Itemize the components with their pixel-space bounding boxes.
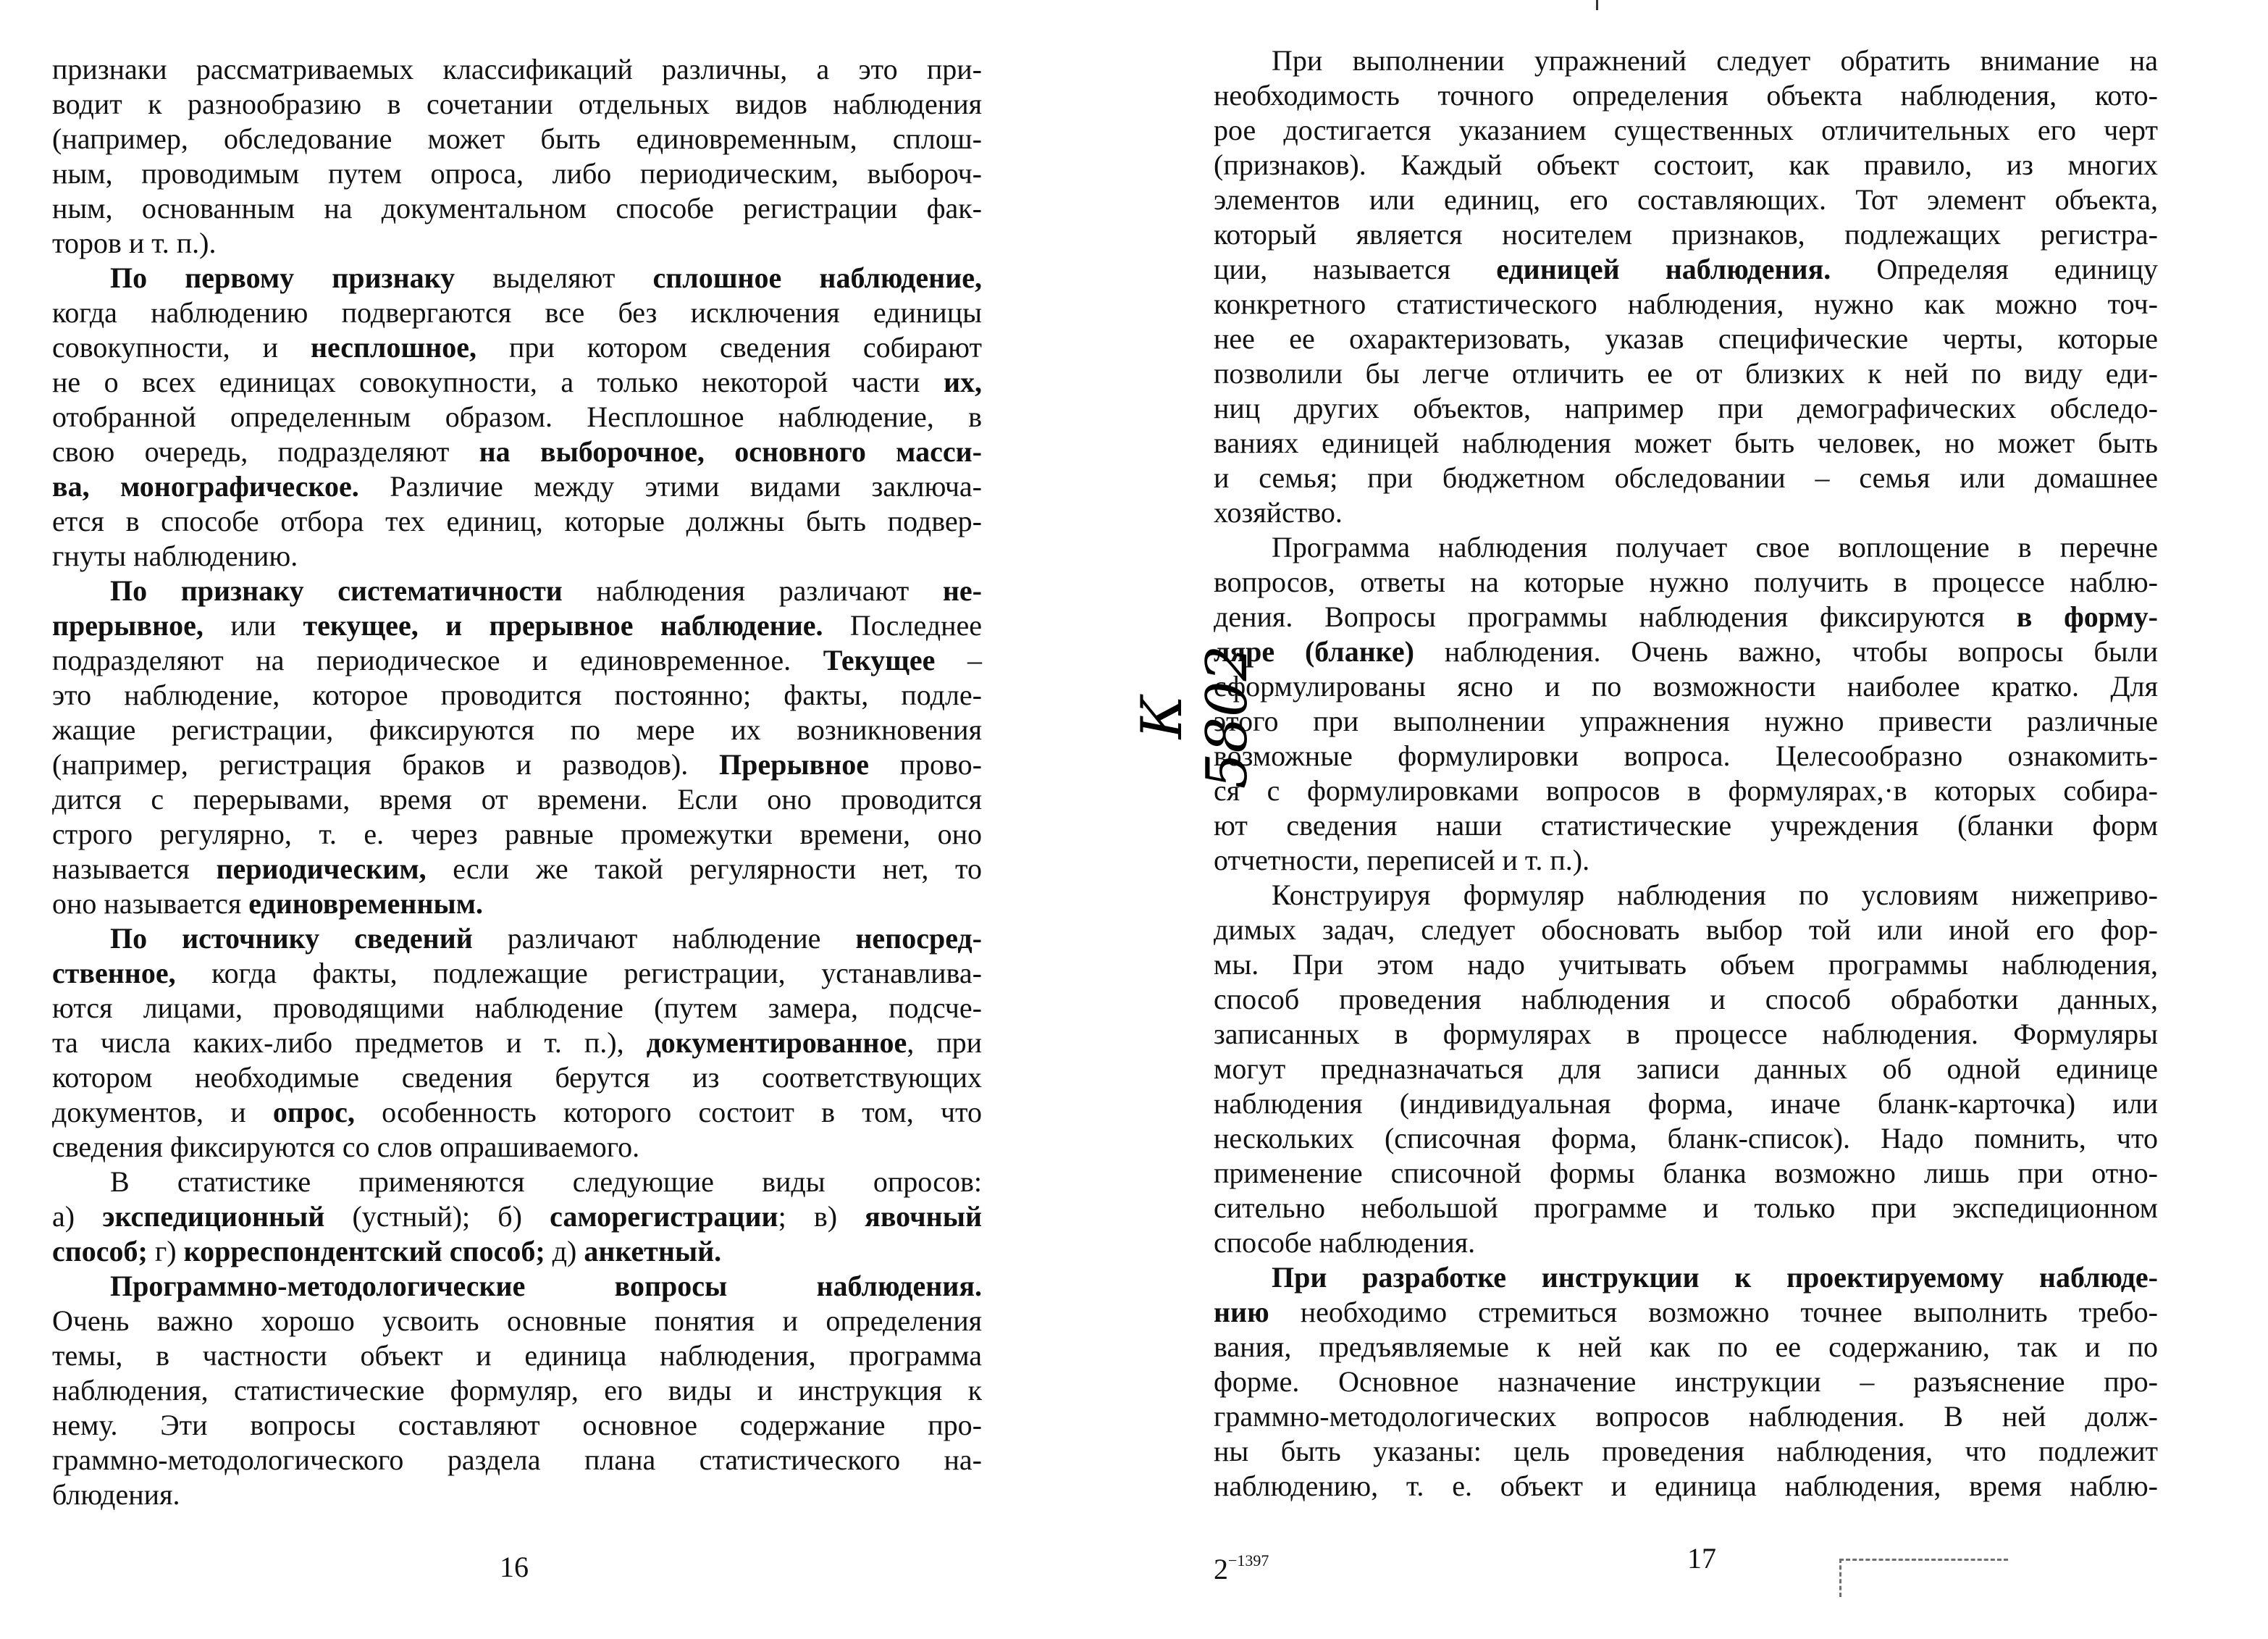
bold-term: Текущее: [823, 644, 936, 676]
bold-term: несплошное,: [310, 331, 477, 364]
text-run: хозяйство.: [1214, 496, 1343, 529]
text-run: темы, в частности объект и единица наблюдения, программа: [52, 1339, 982, 1372]
text-line: [1214, 530, 2158, 565]
text-run: признаки рассматриваемых классификаций различны, а это при-: [52, 53, 982, 85]
text-run: дения. Вопросы программы наблюдения фиксируются: [1214, 600, 2017, 633]
text-line: [1214, 774, 2158, 808]
text-run: способ проведения наблюдения и способ обработки данных,: [1214, 983, 2158, 1015]
text-line: [52, 991, 982, 1026]
text-line: [1214, 148, 2158, 183]
text-run: называется: [52, 852, 217, 885]
text-run: Различие между этими видами заключа-: [358, 470, 983, 503]
text-line: [1214, 391, 2158, 426]
bold-term: способ;: [52, 1235, 148, 1267]
text-line: [52, 191, 982, 226]
text-line: [52, 956, 982, 991]
text-line: [52, 1165, 982, 1199]
text-run: и семья; при бюджетном обследовании – семья или домашнее: [1214, 461, 2158, 494]
text-run: сведения фиксируются со слов опрашиваемого.: [52, 1131, 640, 1163]
text-line: [1214, 878, 2158, 913]
text-line: [52, 435, 982, 469]
text-line: [52, 713, 982, 747]
text-run: конкретного статистического наблюдения, нужно как можно точ-: [1214, 288, 2158, 320]
bold-term: сплошное наблюдение,: [652, 261, 983, 294]
text-run: наблюдения (индивидуальная форма, иначе бланк-карточка) или: [1214, 1087, 2158, 1120]
text-line: [1214, 356, 2158, 391]
text-line: [1214, 1365, 2158, 1399]
bold-term: По источнику сведений: [110, 922, 473, 955]
text-run: ся с формулировками вопросов в формулярах,·в которых собира-: [1214, 774, 2158, 807]
text-run: та числа каких-либо предметов и т. п.),: [52, 1026, 647, 1059]
text-line: [1214, 947, 2158, 982]
text-line: [1214, 669, 2158, 704]
text-line: [1214, 913, 2158, 947]
text-line: [52, 365, 982, 400]
left-page-text: [52, 52, 982, 1512]
text-run: Определяя единицу: [1831, 253, 2158, 285]
bold-term: нию: [1214, 1296, 1269, 1328]
text-run: особенность которого состоит в том, что: [354, 1096, 982, 1128]
page-number-right: 17: [1687, 1542, 1716, 1575]
text-run: свою очередь, подразделяют: [52, 435, 479, 468]
text-run: гнуты наблюдению.: [52, 540, 298, 572]
text-line: [52, 1443, 982, 1477]
text-run: торов и т. п.).: [52, 227, 217, 259]
text-run: сительно небольшой программе и только при экспедиционном: [1214, 1191, 2158, 1224]
text-run: способе наблюдения.: [1214, 1226, 1476, 1259]
text-run: г): [147, 1235, 184, 1267]
signature-base: 2: [1214, 1553, 1228, 1585]
text-line: [52, 678, 982, 713]
text-run: строго регулярно, т. е. через равные промежутки времени, оно: [52, 818, 982, 850]
text-line: [52, 643, 982, 678]
text-run: прово-: [868, 748, 982, 781]
text-line: [52, 1408, 982, 1443]
bold-term: При разработке инструкции к проектируемому наблюде-: [1272, 1261, 2158, 1294]
text-run: ниц других объектов, например при демографических обследо-: [1214, 392, 2158, 424]
text-run: сформулированы ясно и по возможности наиболее кратко. Для: [1214, 670, 2158, 703]
text-run: ; в): [778, 1200, 865, 1233]
text-run: водит к разнообразию в сочетании отдельных видов наблюдения: [52, 88, 982, 120]
text-run: Конструируя формуляр наблюдения по условиям нижеприво-: [1272, 879, 2158, 911]
text-run: Очень важно хорошо усвоить основные понятия и определения: [52, 1304, 982, 1337]
text-run: наблюдения, статистические формуляр, его виды и инструкция к: [52, 1374, 982, 1407]
text-run: это наблюдение, которое проводится постоянно; факты, подле-: [52, 679, 982, 711]
text-run: элементов или единиц, его составляющих. Тот элемент объекта,: [1214, 183, 2158, 216]
text-line: [1214, 78, 2158, 113]
bold-term: их,: [943, 366, 982, 398]
text-run: выделяют: [455, 261, 653, 294]
bold-term: периодическим,: [216, 852, 427, 885]
text-run: дится с перерывами, время от времени. Если оно проводится: [52, 783, 982, 816]
text-line: [52, 504, 982, 539]
text-run: необходимо стремиться возможно точнее выполнить требо-: [1269, 1296, 2158, 1328]
text-line: [1214, 1086, 2158, 1121]
text-run: вания, предъявляемые к ней как по ее содержанию, так и по: [1214, 1330, 2158, 1363]
text-line: [1214, 1156, 2158, 1191]
text-line: [1214, 1399, 2158, 1434]
text-run: оно называется: [52, 887, 249, 920]
text-run: (например, регистрация браков и разводов).: [52, 748, 719, 781]
text-line: [1214, 634, 2158, 669]
bold-term: единицей наблюдения.: [1496, 253, 1831, 285]
text-run: ется в способе отбора тех единиц, которые должны быть подвер-: [52, 505, 982, 537]
text-line: [52, 747, 982, 782]
bold-term: единовременным.: [248, 887, 483, 920]
text-run: возможные формулировки вопроса. Целесообразно ознакомить-: [1214, 739, 2158, 772]
text-run: димых задач, следует обосновать выбор той или иной его фор-: [1214, 913, 2158, 946]
text-run: если же такой регулярности нет, то: [426, 852, 982, 885]
text-line: [1214, 322, 2158, 356]
text-line: [1214, 739, 2158, 774]
text-line: [1214, 600, 2158, 634]
bold-term: Прерывное: [718, 748, 869, 781]
text-line: [1214, 808, 2158, 843]
text-line: [52, 226, 982, 261]
text-line: [52, 1304, 982, 1338]
text-line: [52, 817, 982, 852]
text-line: [52, 1373, 982, 1408]
text-line: [52, 1060, 982, 1095]
text-line: [52, 852, 982, 886]
text-run: граммно-методологических вопросов наблюдения. В ней долж-: [1214, 1400, 2158, 1433]
text-run: ются лицами, проводящими наблюдение (путем замера, подсче-: [52, 992, 982, 1024]
page-number-left: 16: [500, 1551, 529, 1583]
text-run: нему. Эти вопросы составляют основное содержание про-: [52, 1409, 982, 1441]
text-line: [1214, 1225, 2158, 1260]
text-line: [1214, 1017, 2158, 1052]
text-line: [52, 1269, 982, 1304]
text-run: документов, и: [52, 1096, 273, 1128]
text-line: [1214, 43, 2158, 78]
bold-term: ственное,: [52, 957, 176, 989]
text-run: ным, основанным на документальном способе регистрации фак-: [52, 192, 982, 225]
text-line: [1214, 1191, 2158, 1225]
text-line: [52, 608, 982, 643]
text-run: нее ее охарактеризовать, указав специфические черты, которые: [1214, 322, 2158, 355]
text-run: отчетности, переписей и т. п.).: [1214, 844, 1590, 876]
text-run: ны быть указаны: цель проведения наблюдения, что подлежит: [1214, 1435, 2158, 1467]
text-line: [52, 400, 982, 435]
text-run: различают наблюдение: [472, 922, 856, 955]
bold-term: явочный: [865, 1200, 982, 1233]
text-run: наблюдения. Очень важно, чтобы вопросы были: [1414, 635, 2158, 668]
text-run: жащие регистрации, фиксируются по мере их возникновения: [52, 713, 982, 746]
bold-term: По признаку систематичности: [110, 574, 563, 607]
text-run: Программа наблюдения получает свое воплощение в перечне: [1272, 531, 2158, 563]
text-line: [52, 295, 982, 330]
text-line: [1214, 1260, 2158, 1295]
text-line: [1214, 843, 2158, 878]
text-line: [52, 886, 982, 921]
bold-term: По первому признаку: [110, 261, 455, 294]
bold-term: саморегистрации: [550, 1200, 778, 1233]
text-run: При выполнении упражнений следует обратить внимание на: [1272, 44, 2158, 77]
text-line: [52, 1026, 982, 1060]
text-run: который является носителем признаков, подлежащих регистра-: [1214, 218, 2158, 251]
text-line: [52, 574, 982, 608]
text-run: не о всех единицах совокупности, а только некоторой части: [52, 366, 944, 398]
text-line: [1214, 704, 2158, 739]
text-run: отобранной определенным образом. Несплошное наблюдение, в: [52, 401, 982, 433]
signature-sup: −1397: [1228, 1551, 1269, 1569]
text-line: [1214, 495, 2158, 530]
bold-term: текущее, и прерывное наблюдение.: [303, 609, 823, 642]
bold-term: не-: [942, 574, 982, 607]
text-line: [1214, 113, 2158, 148]
text-line: [52, 1234, 982, 1269]
right-page-text: [1214, 43, 2158, 1504]
text-run: записанных в формулярах в процессе наблюдения. Формуляры: [1214, 1018, 2158, 1050]
bold-term: документированное: [646, 1026, 907, 1059]
bold-term: прерывное,: [52, 609, 203, 642]
text-run: когда факты, подлежащие регистрации, устанавлива-: [175, 957, 982, 989]
text-line: [1214, 1052, 2158, 1086]
bold-term: опрос,: [272, 1096, 355, 1128]
text-run: В статистике применяются следующие виды опросов:: [110, 1165, 982, 1198]
text-line: [52, 1477, 982, 1512]
text-run: форме. Основное назначение инструкции – разъяснение про-: [1214, 1365, 2158, 1398]
text-line: [1214, 426, 2158, 461]
text-run: наблюдения различают: [562, 574, 943, 607]
scan-mark: [1596, 0, 1598, 10]
bold-term: анкетный.: [584, 1235, 722, 1267]
text-line: [52, 1095, 982, 1130]
text-run: подразделяют на периодическое и единовременное.: [52, 644, 823, 676]
bold-term: ва, монографическое.: [52, 470, 359, 503]
text-run: блюдения.: [52, 1478, 180, 1511]
corner-mark: [1839, 1559, 2008, 1597]
bold-term: непосред-: [855, 922, 982, 955]
text-run: совокупности, и: [52, 331, 311, 364]
text-run: д): [545, 1235, 584, 1267]
text-line: [1214, 565, 2158, 600]
bold-term: в форму-: [2016, 600, 2159, 633]
text-line: [52, 261, 982, 295]
text-run: или: [203, 609, 303, 642]
text-line: [1214, 287, 2158, 322]
text-line: [1214, 252, 2158, 287]
text-run: ваниях единицей наблюдения может быть человек, но может быть: [1214, 427, 2158, 459]
text-line: [1214, 1469, 2158, 1504]
text-run: нескольких (списочная форма, бланк-список). Надо помнить, что: [1214, 1122, 2158, 1154]
handwritten-note: К 5802: [1130, 645, 1260, 789]
text-run: могут предназначаться для записи данных об одной единице: [1214, 1052, 2158, 1085]
text-run: этого при выполнении упражнения нужно привести различные: [1214, 705, 2158, 737]
text-run: применение списочной формы бланка возможно лишь при отно-: [1214, 1157, 2158, 1189]
text-run: (устный); б): [324, 1200, 550, 1233]
text-line: [52, 539, 982, 574]
text-line: [52, 1199, 982, 1234]
text-run: ют сведения наши статистические учреждения (бланки форм: [1214, 809, 2158, 842]
printer-signature: [1214, 1551, 1269, 1586]
bold-term: Программно-методологические вопросы наблюдения.: [110, 1270, 982, 1302]
text-line: [1214, 1330, 2158, 1365]
text-line: [52, 330, 982, 365]
text-run: –: [935, 644, 982, 676]
bold-term: корреспондентский способ;: [183, 1235, 545, 1267]
text-run: когда наблюдению подвергаются все без исключения единицы: [52, 296, 982, 329]
text-line: [52, 1338, 982, 1373]
text-line: [1214, 1295, 2158, 1330]
text-line: [52, 469, 982, 504]
text-line: [1214, 1434, 2158, 1469]
text-run: рое достигается указанием существенных отличительных его черт: [1214, 114, 2158, 146]
text-run: (например, обследование может быть единовременным, сплош-: [52, 122, 982, 155]
text-line: [52, 782, 982, 817]
text-run: (признаков). Каждый объект состоит, как правило, из многих: [1214, 148, 2158, 181]
text-run: мы. При этом надо учитывать объем программы наблюдения,: [1214, 948, 2158, 981]
text-line: [1214, 461, 2158, 495]
text-run: , при: [907, 1026, 982, 1059]
text-run: позволили бы легче отличить ее от близких к ней по виду еди-: [1214, 357, 2158, 390]
text-run: Последнее: [823, 609, 982, 642]
text-line: [52, 52, 982, 87]
bold-term: ляре (бланке): [1214, 635, 1414, 668]
text-line: [52, 122, 982, 156]
text-line: [52, 921, 982, 956]
text-run: наблюдению, т. е. объект и единица наблюдения, время наблю-: [1214, 1470, 2158, 1502]
text-line: [1214, 982, 2158, 1017]
text-line: [1214, 1121, 2158, 1156]
bold-term: на выборочное, основного масси-: [479, 435, 982, 468]
text-run: ным, проводимым путем опроса, либо периодическим, выбороч-: [52, 157, 982, 190]
text-run: вопросов, ответы на которые нужно получить в процессе наблю-: [1214, 566, 2158, 598]
text-line: [52, 1130, 982, 1165]
text-run: котором необходимые сведения берутся из соответствующих: [52, 1061, 982, 1094]
text-run: необходимость точного определения объекта наблюдения, кото-: [1214, 79, 2158, 112]
text-line: [1214, 183, 2158, 217]
text-line: [52, 156, 982, 191]
text-run: при котором сведения собирают: [476, 331, 983, 364]
text-run: граммно-методологического раздела плана статистического на-: [52, 1443, 982, 1476]
bold-term: экспедиционный: [102, 1200, 325, 1233]
text-line: [52, 87, 982, 122]
text-run: ции, называется: [1214, 253, 1497, 285]
text-line: [1214, 217, 2158, 252]
text-run: а): [52, 1200, 103, 1233]
